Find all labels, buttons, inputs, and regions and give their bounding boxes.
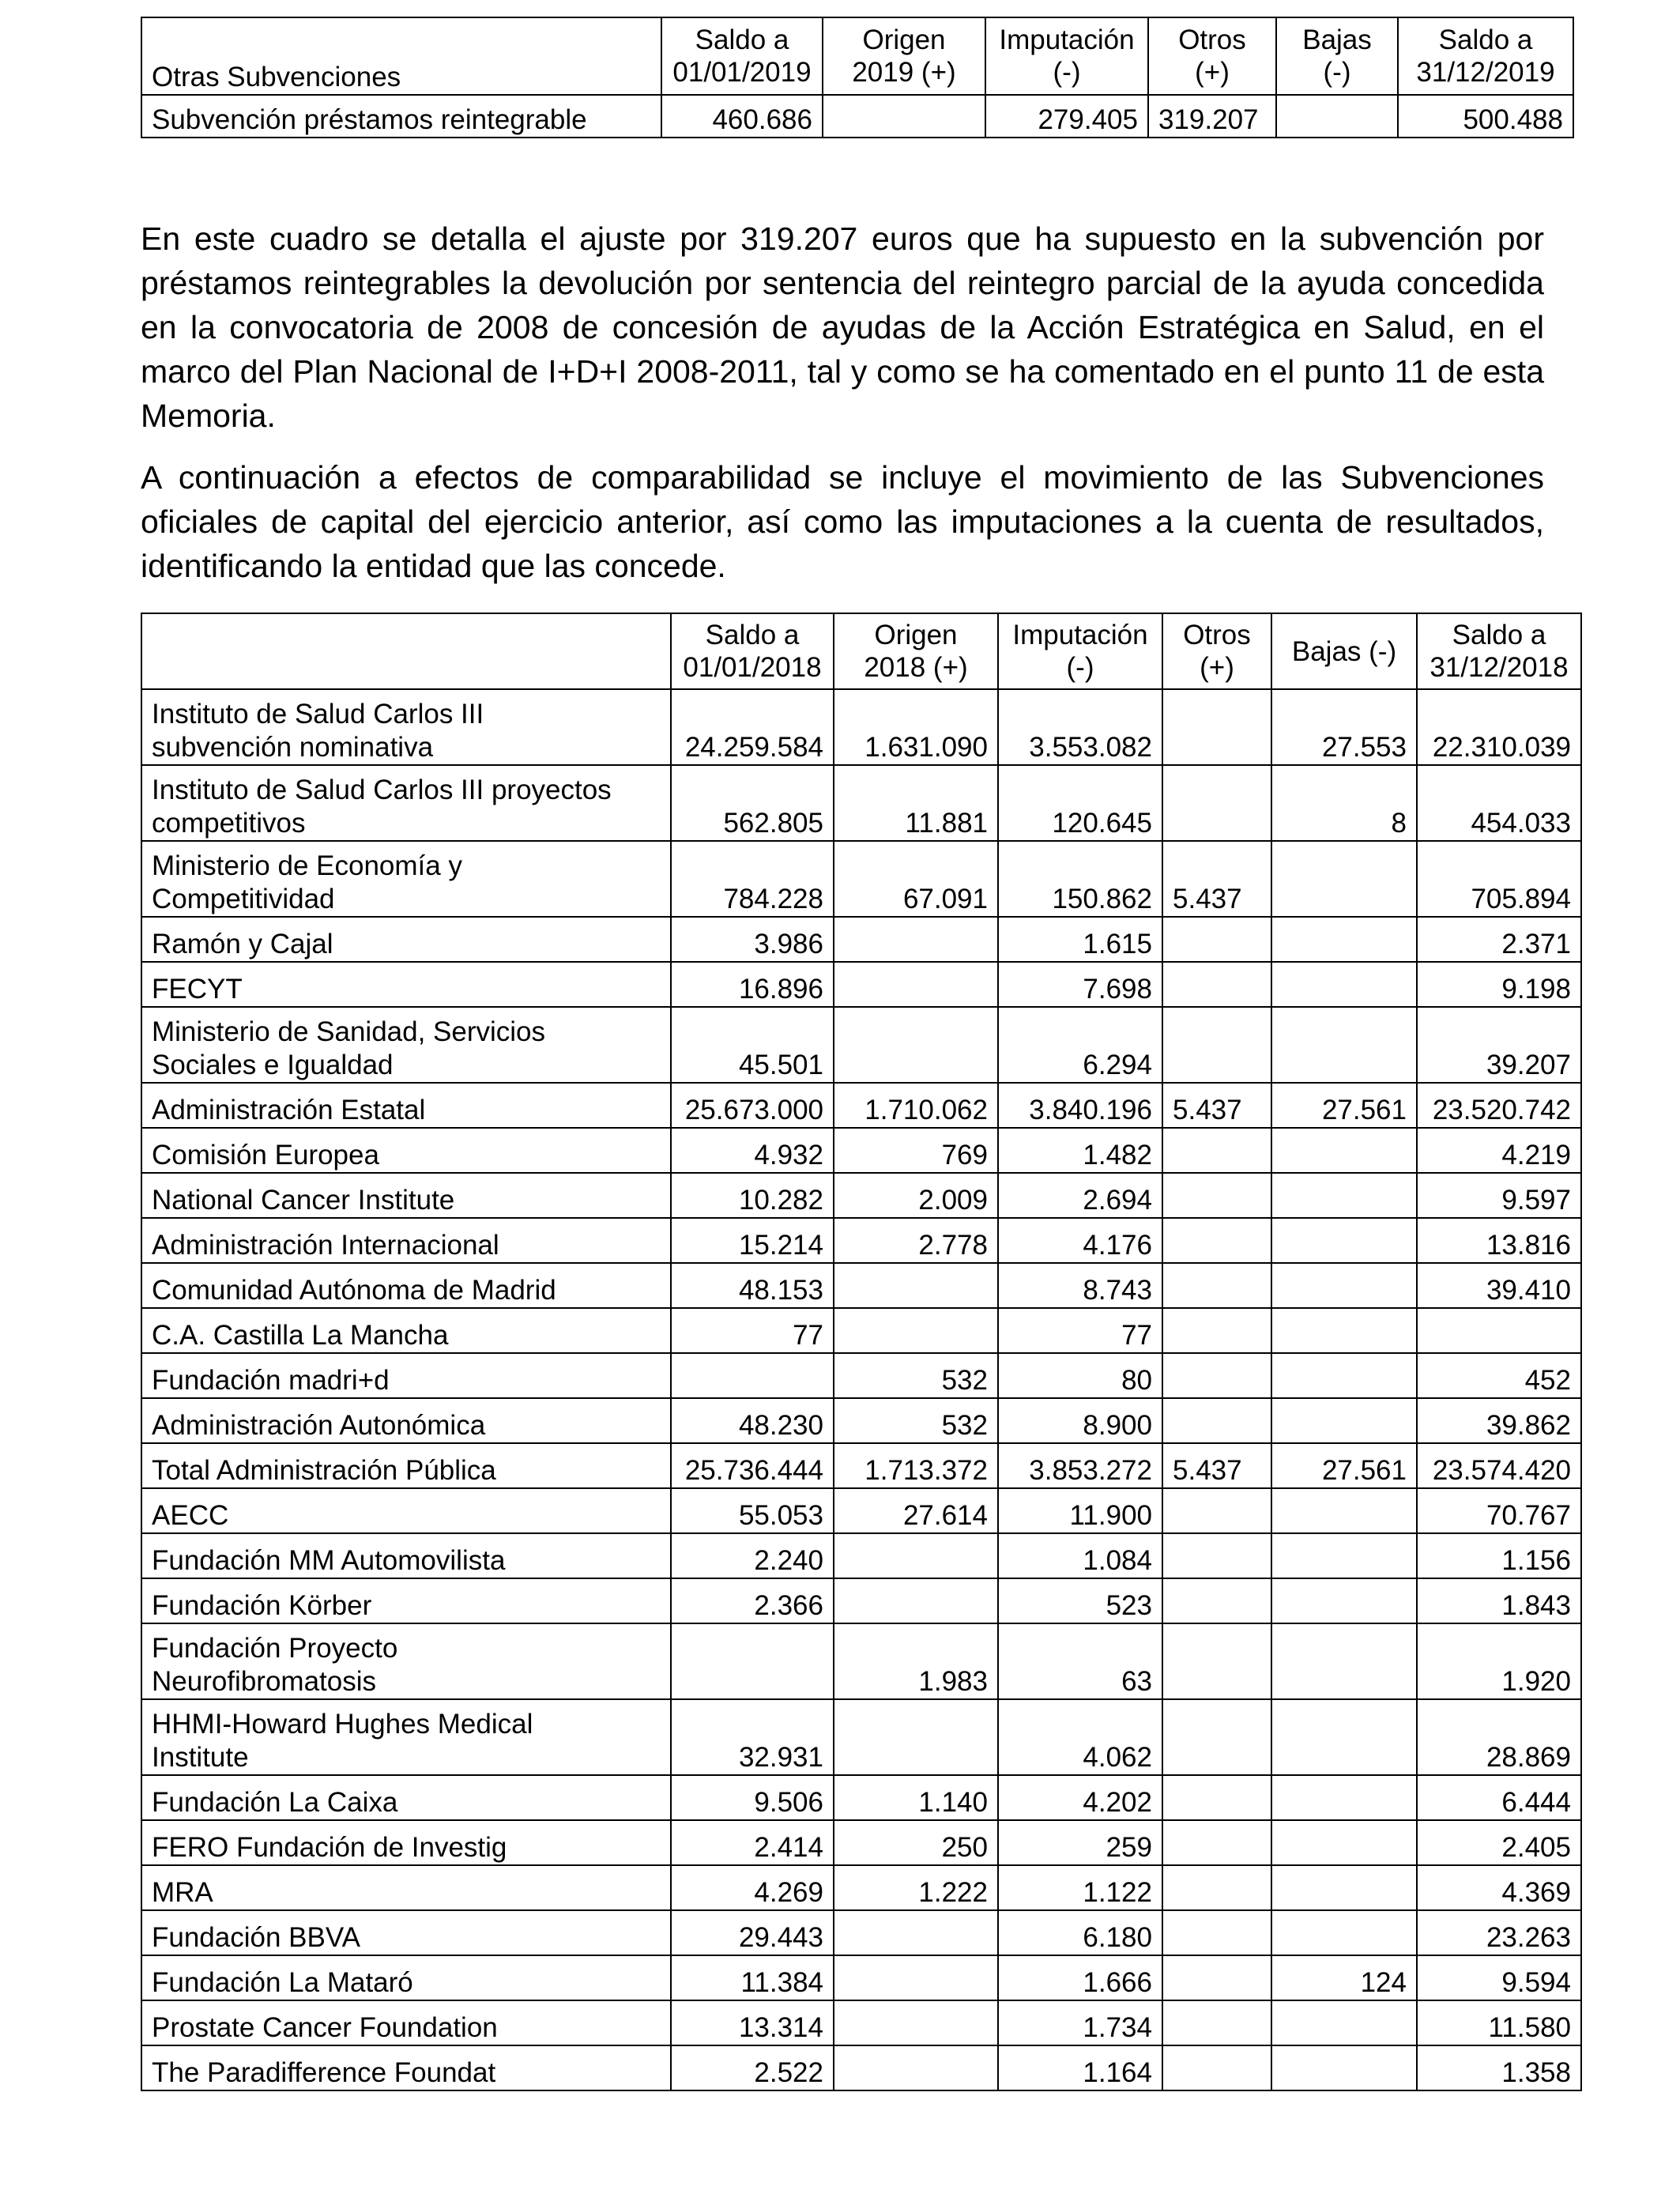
- origin-cell: 1.631.090: [834, 689, 998, 765]
- table-row: [141, 1533, 1581, 1578]
- closing-balance-cell: 4.369: [1417, 1865, 1581, 1910]
- others-cell: [1162, 962, 1271, 1007]
- closing-balance-cell: 1.358: [1417, 2045, 1581, 2090]
- opening-balance-cell: 784.228: [671, 841, 834, 917]
- write-offs-cell: [1271, 1910, 1417, 1955]
- write-offs-cell: 27.561: [1271, 1083, 1417, 1128]
- table-row: [141, 1173, 1581, 1218]
- others-cell: [1162, 2045, 1271, 2090]
- opening-balance-cell: [671, 1353, 834, 1398]
- origin-cell: 1.222: [834, 1865, 998, 1910]
- closing-balance-cell: 23.263: [1417, 1910, 1581, 1955]
- write-offs-cell: [1271, 1533, 1417, 1578]
- column-header-others: Otros (+): [1148, 17, 1276, 95]
- write-offs-cell: [1271, 841, 1417, 917]
- column-header-write-offs: Bajas (-): [1271, 613, 1417, 689]
- write-offs-cell: 124: [1271, 1955, 1417, 2000]
- write-offs-cell: [1271, 1263, 1417, 1308]
- opening-balance-cell: 10.282: [671, 1173, 834, 1218]
- write-offs-cell: [1271, 1820, 1417, 1865]
- table-row: [141, 1775, 1581, 1820]
- others-cell: [1162, 1865, 1271, 1910]
- opening-balance-cell: 25.673.000: [671, 1083, 834, 1128]
- row-label: Prostate Cancer Foundation: [141, 2000, 671, 2045]
- table-row: [141, 1128, 1581, 1173]
- write-offs-cell: 27.553: [1271, 689, 1417, 765]
- column-header-imputation: Imputación (-): [998, 613, 1162, 689]
- others-cell: [1162, 765, 1271, 841]
- row-label: AECC: [141, 1488, 671, 1533]
- opening-balance-cell: 25.736.444: [671, 1443, 834, 1488]
- row-label: C.A. Castilla La Mancha: [141, 1308, 671, 1353]
- others-cell: [1162, 1699, 1271, 1775]
- origin-cell: 2.009: [834, 1173, 998, 1218]
- origin-cell: 532: [834, 1398, 998, 1443]
- write-offs-cell: [1271, 1007, 1417, 1083]
- closing-balance-cell: 28.869: [1417, 1699, 1581, 1775]
- imputation-cell: 120.645: [998, 765, 1162, 841]
- opening-balance-cell: 55.053: [671, 1488, 834, 1533]
- table-row: [141, 1353, 1581, 1398]
- opening-balance-cell: 11.384: [671, 1955, 834, 2000]
- others-cell: [1162, 1173, 1271, 1218]
- write-offs-cell: 8: [1271, 765, 1417, 841]
- table-row: [141, 1623, 1581, 1699]
- others-cell: [1162, 1775, 1271, 1820]
- others-cell: [1162, 1007, 1271, 1083]
- others-cell: [1162, 1353, 1271, 1398]
- column-header-closing-balance: Saldo a 31/12/2018: [1417, 613, 1581, 689]
- row-label: Ministerio de Economía y Competitividad: [141, 841, 671, 917]
- row-label: Fundación La Mataró: [141, 1955, 671, 2000]
- others-cell: [1162, 1578, 1271, 1623]
- origin-cell: 67.091: [834, 841, 998, 917]
- origin-cell: [834, 2045, 998, 2090]
- row-label: Administración Internacional: [141, 1218, 671, 1263]
- imputation-cell: 1.482: [998, 1128, 1162, 1173]
- column-header-entity: Otras Subvenciones: [141, 17, 661, 95]
- origin-cell: 27.614: [834, 1488, 998, 1533]
- closing-balance-cell: 9.594: [1417, 1955, 1581, 2000]
- table-row: [141, 2000, 1581, 2045]
- row-label: Fundación madri+d: [141, 1353, 671, 1398]
- row-label: Ministerio de Sanidad, Servicios Sociales e Igualdad: [141, 1007, 671, 1083]
- grants-2018-table: [141, 613, 1582, 2091]
- column-header-others: Otros (+): [1162, 613, 1271, 689]
- closing-balance-cell: 39.207: [1417, 1007, 1581, 1083]
- write-offs-cell: [1271, 1775, 1417, 1820]
- closing-balance-cell: 2.371: [1417, 917, 1581, 962]
- imputation-cell: 63: [998, 1623, 1162, 1699]
- table-row: [141, 841, 1581, 917]
- origin-cell: [834, 917, 998, 962]
- opening-balance-cell: 15.214: [671, 1218, 834, 1263]
- closing-balance-cell: 23.520.742: [1417, 1083, 1581, 1128]
- origin-cell: [834, 1699, 998, 1775]
- row-label: Administración Estatal: [141, 1083, 671, 1128]
- row-label: Fundación La Caixa: [141, 1775, 671, 1820]
- imputation-cell: 6.180: [998, 1910, 1162, 1955]
- imputation-cell: 3.853.272: [998, 1443, 1162, 1488]
- row-label: Fundación Proyecto Neurofibromatosis: [141, 1623, 671, 1699]
- table-row: [141, 765, 1581, 841]
- grants-2019-table: [141, 17, 1574, 138]
- origin-cell: [834, 1578, 998, 1623]
- origin-cell: [834, 962, 998, 1007]
- column-header-opening-balance: Saldo a 01/01/2019: [661, 17, 823, 95]
- origin-cell: 2.778: [834, 1218, 998, 1263]
- row-label: Subvención préstamos reintegrable: [141, 95, 661, 138]
- imputation-cell: 150.862: [998, 841, 1162, 917]
- write-offs-cell: [1276, 95, 1398, 138]
- others-cell: [1162, 1128, 1271, 1173]
- table-row: [141, 1955, 1581, 2000]
- imputation-cell: 259: [998, 1820, 1162, 1865]
- column-header-origin: Origen 2019 (+): [823, 17, 985, 95]
- closing-balance-cell: 70.767: [1417, 1488, 1581, 1533]
- imputation-cell: 1.164: [998, 2045, 1162, 2090]
- closing-balance-cell: 1.920: [1417, 1623, 1581, 1699]
- imputation-cell: 8.743: [998, 1263, 1162, 1308]
- column-header-opening-balance: Saldo a 01/01/2018: [671, 613, 834, 689]
- closing-balance-cell: 23.574.420: [1417, 1443, 1581, 1488]
- imputation-cell: 4.176: [998, 1218, 1162, 1263]
- opening-balance-cell: 16.896: [671, 962, 834, 1007]
- imputation-cell: 4.202: [998, 1775, 1162, 1820]
- table-header-row: [141, 17, 1573, 95]
- origin-cell: 1.713.372: [834, 1443, 998, 1488]
- opening-balance-cell: 32.931: [671, 1699, 834, 1775]
- imputation-cell: 2.694: [998, 1173, 1162, 1218]
- others-cell: 5.437: [1162, 841, 1271, 917]
- opening-balance-cell: 2.414: [671, 1820, 834, 1865]
- table-row: [141, 1218, 1581, 1263]
- others-cell: [1162, 1820, 1271, 1865]
- origin-cell: [834, 1007, 998, 1083]
- opening-balance-cell: 3.986: [671, 917, 834, 962]
- write-offs-cell: [1271, 1488, 1417, 1533]
- origin-cell: 1.983: [834, 1623, 998, 1699]
- origin-cell: 1.140: [834, 1775, 998, 1820]
- closing-balance-cell: 9.597: [1417, 1173, 1581, 1218]
- opening-balance-cell: 2.240: [671, 1533, 834, 1578]
- table-row: [141, 2045, 1581, 2090]
- imputation-cell: 1.615: [998, 917, 1162, 962]
- row-label: MRA: [141, 1865, 671, 1910]
- table-header-row: [141, 613, 1581, 689]
- write-offs-cell: [1271, 962, 1417, 1007]
- table-row: [141, 1578, 1581, 1623]
- others-cell: [1162, 2000, 1271, 2045]
- others-cell: [1162, 1623, 1271, 1699]
- opening-balance-cell: 29.443: [671, 1910, 834, 1955]
- opening-balance-cell: 460.686: [661, 95, 823, 138]
- imputation-cell: 80: [998, 1353, 1162, 1398]
- table-row: [141, 917, 1581, 962]
- opening-balance-cell: 9.506: [671, 1775, 834, 1820]
- imputation-cell: 8.900: [998, 1398, 1162, 1443]
- closing-balance-cell: 6.444: [1417, 1775, 1581, 1820]
- column-header-write-offs: Bajas (-): [1276, 17, 1398, 95]
- imputation-cell: 7.698: [998, 962, 1162, 1007]
- opening-balance-cell: [671, 1623, 834, 1699]
- opening-balance-cell: 13.314: [671, 2000, 834, 2045]
- row-label: Comisión Europea: [141, 1128, 671, 1173]
- row-label: FERO Fundación de Investig: [141, 1820, 671, 1865]
- write-offs-cell: [1271, 2000, 1417, 2045]
- opening-balance-cell: 4.269: [671, 1865, 834, 1910]
- write-offs-cell: [1271, 1865, 1417, 1910]
- imputation-cell: 3.553.082: [998, 689, 1162, 765]
- imputation-cell: 1.666: [998, 1955, 1162, 2000]
- row-label: National Cancer Institute: [141, 1173, 671, 1218]
- others-cell: 5.437: [1162, 1083, 1271, 1128]
- opening-balance-cell: 48.230: [671, 1398, 834, 1443]
- write-offs-cell: [1271, 1128, 1417, 1173]
- write-offs-cell: [1271, 2045, 1417, 2090]
- imputation-cell: 1.122: [998, 1865, 1162, 1910]
- closing-balance-cell: 454.033: [1417, 765, 1581, 841]
- write-offs-cell: [1271, 1173, 1417, 1218]
- origin-cell: [834, 1533, 998, 1578]
- row-label: Fundación MM Automovilista: [141, 1533, 671, 1578]
- closing-balance-cell: 39.862: [1417, 1398, 1581, 1443]
- write-offs-cell: [1271, 1353, 1417, 1398]
- row-label: Ramón y Cajal: [141, 917, 671, 962]
- imputation-cell: 1.084: [998, 1533, 1162, 1578]
- closing-balance-cell: 500.488: [1398, 95, 1573, 138]
- closing-balance-cell: 22.310.039: [1417, 689, 1581, 765]
- closing-balance-cell: 11.580: [1417, 2000, 1581, 2045]
- opening-balance-cell: 45.501: [671, 1007, 834, 1083]
- write-offs-cell: [1271, 1699, 1417, 1775]
- write-offs-cell: 27.561: [1271, 1443, 1417, 1488]
- write-offs-cell: [1271, 1218, 1417, 1263]
- imputation-cell: 3.840.196: [998, 1083, 1162, 1128]
- table-row: [141, 689, 1581, 765]
- closing-balance-cell: 2.405: [1417, 1820, 1581, 1865]
- origin-cell: [834, 1263, 998, 1308]
- others-cell: [1162, 1218, 1271, 1263]
- origin-cell: [834, 1308, 998, 1353]
- table-row: [141, 1910, 1581, 1955]
- table-row: [141, 1308, 1581, 1353]
- table-row: [141, 1263, 1581, 1308]
- table-row: [141, 95, 1573, 138]
- row-label: Administración Autonómica: [141, 1398, 671, 1443]
- imputation-cell: 4.062: [998, 1699, 1162, 1775]
- table-row: [141, 1443, 1581, 1488]
- table-row: [141, 1865, 1581, 1910]
- table-row: [141, 1488, 1581, 1533]
- comparability-paragraph: A continuación a efectos de comparabilidad se incluye el movimiento de las Subvenciones oficiales de capital del ejercicio anterior, así como las imputaciones a la cuenta de resultados, identificando la entidad que las concede.: [141, 459, 1544, 584]
- opening-balance-cell: 48.153: [671, 1263, 834, 1308]
- origin-cell: [834, 1910, 998, 1955]
- closing-balance-cell: 452: [1417, 1353, 1581, 1398]
- others-cell: [1162, 1955, 1271, 2000]
- closing-balance-cell: 9.198: [1417, 962, 1581, 1007]
- origin-cell: [834, 1955, 998, 2000]
- origin-cell: [834, 2000, 998, 2045]
- closing-balance-cell: 1.156: [1417, 1533, 1581, 1578]
- column-header-origin: Origen 2018 (+): [834, 613, 998, 689]
- others-cell: [1162, 1398, 1271, 1443]
- table-row: [141, 1820, 1581, 1865]
- origin-cell: 1.710.062: [834, 1083, 998, 1128]
- closing-balance-cell: 1.843: [1417, 1578, 1581, 1623]
- opening-balance-cell: 24.259.584: [671, 689, 834, 765]
- grants-2018-table-body: [141, 689, 1581, 2090]
- origin-cell: 11.881: [834, 765, 998, 841]
- column-header-imputation: Imputación (-): [985, 17, 1148, 95]
- origin-cell: [823, 95, 985, 138]
- explanatory-paragraph: En este cuadro se detalla el ajuste por 319.207 euros que ha supuesto en la subvención por préstamos reintegrables la devolución por sentencia del reintegro parcial de la ayuda concedida en la convocatoria de 2008 de concesión de ayudas de la Acción Estratégica en Salud, en el marco del Plan Nacional de I+D+I 2008-2011, tal y como se ha comentado en el punto 11 de esta Memoria.: [141, 221, 1544, 434]
- origin-cell: 250: [834, 1820, 998, 1865]
- table-row: [141, 962, 1581, 1007]
- row-label: Comunidad Autónoma de Madrid: [141, 1263, 671, 1308]
- row-label: The Paradifference Foundat: [141, 2045, 671, 2090]
- imputation-cell: 279.405: [985, 95, 1148, 138]
- others-cell: [1162, 917, 1271, 962]
- write-offs-cell: [1271, 1578, 1417, 1623]
- others-cell: 319.207: [1148, 95, 1276, 138]
- others-cell: [1162, 1488, 1271, 1533]
- origin-cell: 769: [834, 1128, 998, 1173]
- row-label: HHMI-Howard Hughes Medical Institute: [141, 1699, 671, 1775]
- column-header-entity: [141, 613, 671, 689]
- opening-balance-cell: 77: [671, 1308, 834, 1353]
- table-row: [141, 1699, 1581, 1775]
- write-offs-cell: [1271, 917, 1417, 962]
- table-row: [141, 1083, 1581, 1128]
- closing-balance-cell: 13.816: [1417, 1218, 1581, 1263]
- imputation-cell: 11.900: [998, 1488, 1162, 1533]
- row-label: Instituto de Salud Carlos III proyectos competitivos: [141, 765, 671, 841]
- imputation-cell: 523: [998, 1578, 1162, 1623]
- row-label: Instituto de Salud Carlos III subvención nominativa: [141, 689, 671, 765]
- closing-balance-cell: 4.219: [1417, 1128, 1581, 1173]
- closing-balance-cell: 705.894: [1417, 841, 1581, 917]
- imputation-cell: 1.734: [998, 2000, 1162, 2045]
- opening-balance-cell: 2.522: [671, 2045, 834, 2090]
- others-cell: [1162, 1308, 1271, 1353]
- write-offs-cell: [1271, 1308, 1417, 1353]
- origin-cell: 532: [834, 1353, 998, 1398]
- closing-balance-cell: 39.410: [1417, 1263, 1581, 1308]
- others-cell: [1162, 1533, 1271, 1578]
- table-row: [141, 1007, 1581, 1083]
- imputation-cell: 6.294: [998, 1007, 1162, 1083]
- column-header-closing-balance: Saldo a 31/12/2019: [1398, 17, 1573, 95]
- write-offs-cell: [1271, 1623, 1417, 1699]
- imputation-cell: 77: [998, 1308, 1162, 1353]
- closing-balance-cell: [1417, 1308, 1581, 1353]
- others-cell: [1162, 689, 1271, 765]
- row-label: FECYT: [141, 962, 671, 1007]
- opening-balance-cell: 562.805: [671, 765, 834, 841]
- others-cell: [1162, 1263, 1271, 1308]
- opening-balance-cell: 4.932: [671, 1128, 834, 1173]
- row-label: Fundación BBVA: [141, 1910, 671, 1955]
- row-label: Fundación Körber: [141, 1578, 671, 1623]
- row-label: Total Administración Pública: [141, 1443, 671, 1488]
- table-row: [141, 1398, 1581, 1443]
- write-offs-cell: [1271, 1398, 1417, 1443]
- opening-balance-cell: 2.366: [671, 1578, 834, 1623]
- others-cell: 5.437: [1162, 1443, 1271, 1488]
- others-cell: [1162, 1910, 1271, 1955]
